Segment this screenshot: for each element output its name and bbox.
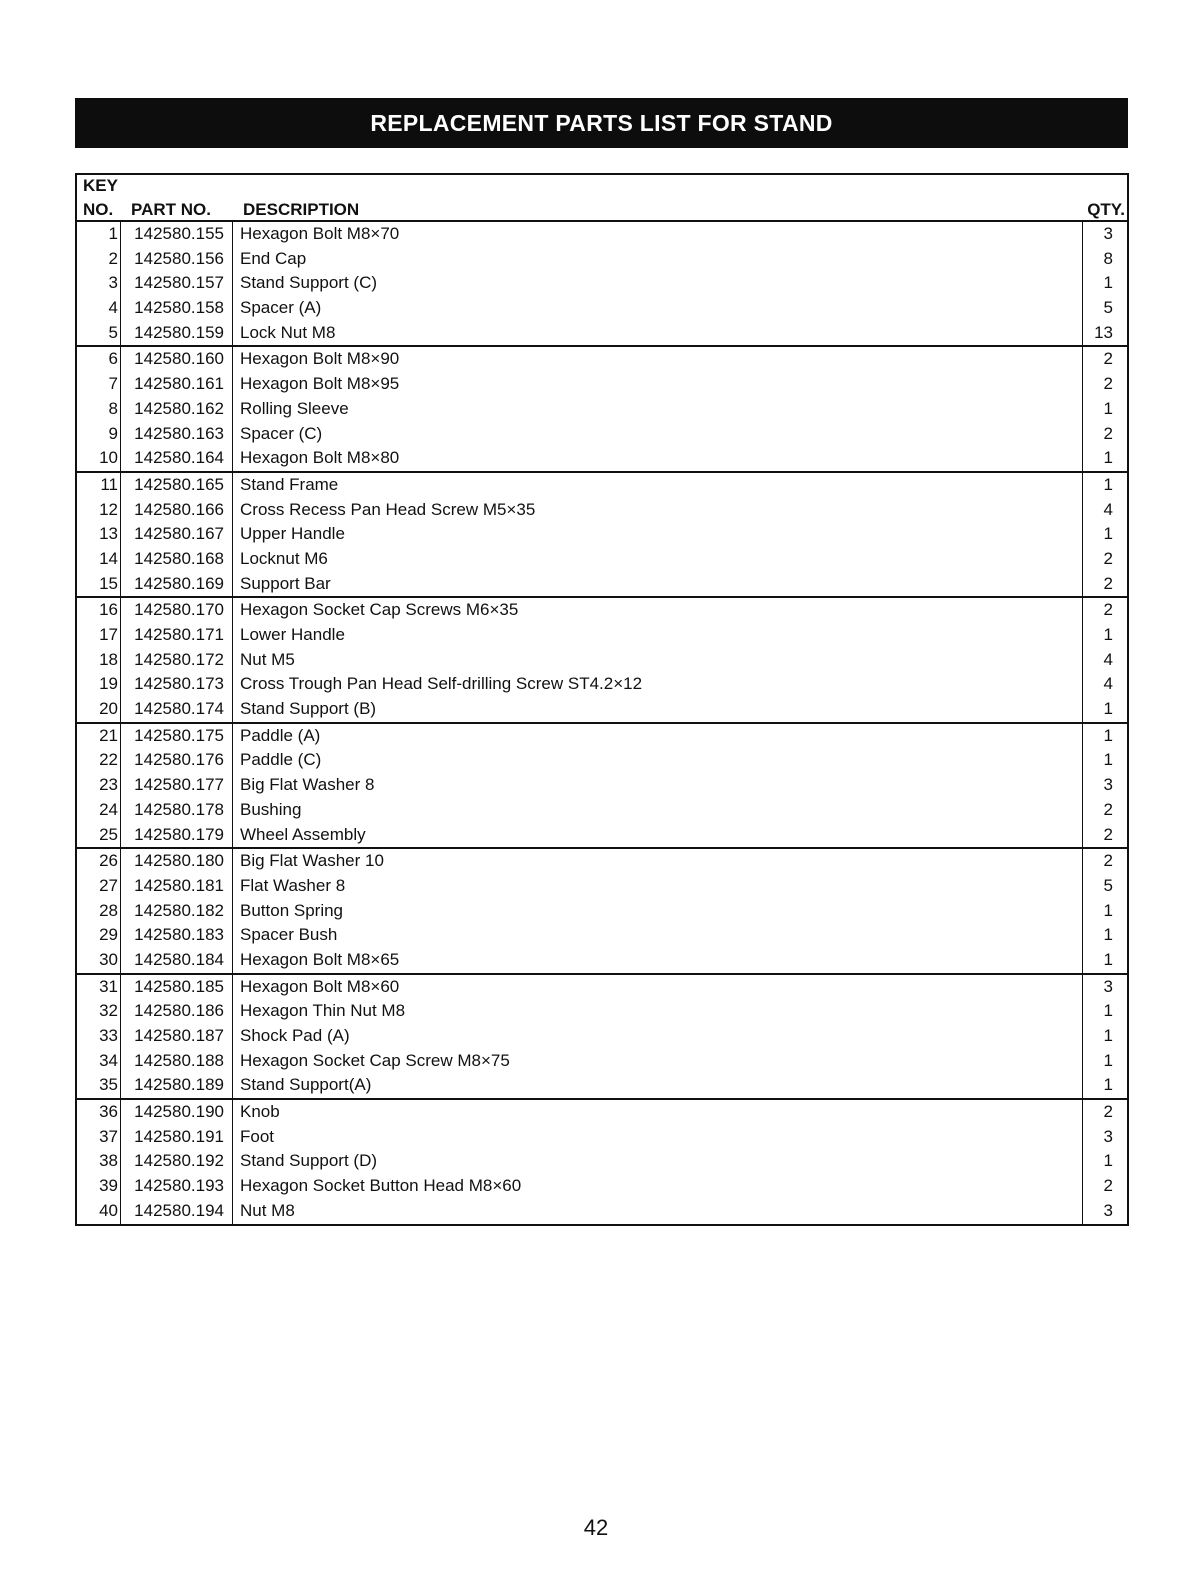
description-cell: Hexagon Socket Cap Screw M8×75 [233, 1049, 1083, 1074]
header-no: NO. [83, 200, 114, 219]
key-no-cell: 26 [77, 849, 121, 874]
description-cell: Stand Support (D) [233, 1149, 1083, 1174]
table-row [77, 724, 1127, 749]
part-no-cell: 142580.187 [121, 1024, 233, 1049]
key-no-cell: 29 [77, 923, 121, 948]
part-no-cell: 142580.180 [121, 849, 233, 874]
part-no-cell: 142580.156 [121, 247, 233, 272]
part-no-cell: 142580.183 [121, 923, 233, 948]
key-no-cell: 7 [77, 372, 121, 397]
description-cell: Stand Support(A) [233, 1073, 1083, 1098]
qty-cell: 3 [1103, 1200, 1113, 1220]
key-no-cell: 8 [77, 397, 121, 422]
key-no-cell: 24 [77, 798, 121, 823]
key-no-cell: 4 [77, 296, 121, 321]
key-no-cell: 36 [77, 1100, 121, 1125]
qty-cell: 1 [1103, 1050, 1113, 1070]
key-no-cell: 12 [77, 498, 121, 523]
table-row [77, 1199, 1127, 1224]
key-no-cell: 37 [77, 1125, 121, 1150]
key-no-cell: 27 [77, 874, 121, 899]
table-header [77, 175, 1127, 222]
key-no-cell: 17 [77, 623, 121, 648]
key-no-cell: 9 [77, 422, 121, 447]
qty-cell: 4 [1103, 674, 1113, 694]
table-row [77, 473, 1127, 498]
key-no-cell: 35 [77, 1073, 121, 1098]
key-no-cell: 23 [77, 773, 121, 798]
table-body [77, 222, 1127, 1224]
key-no-cell: 18 [77, 648, 121, 673]
table-row [77, 321, 1127, 348]
qty-cell: 1 [1103, 448, 1113, 468]
description-cell: Locknut M6 [233, 547, 1083, 572]
qty-cell: 1 [1103, 900, 1113, 920]
key-no-cell: 3 [77, 271, 121, 296]
qty-cell: 1 [1103, 1151, 1113, 1171]
table-row [77, 1174, 1127, 1199]
table-row [77, 748, 1127, 773]
description-cell: Hexagon Thin Nut M8 [233, 999, 1083, 1024]
qty-cell: 4 [1103, 649, 1113, 669]
description-cell: Hexagon Bolt M8×95 [233, 372, 1083, 397]
table-row [77, 422, 1127, 447]
qty-cell: 2 [1103, 1176, 1113, 1196]
qty-cell: 1 [1103, 625, 1113, 644]
qty-cell: 1 [1103, 1026, 1113, 1045]
qty-cell: 1 [1103, 925, 1113, 945]
part-no-cell: 142580.174 [121, 697, 233, 722]
description-cell: Hexagon Bolt M8×80 [233, 446, 1083, 471]
part-no-cell: 142580.188 [121, 1049, 233, 1074]
part-no-cell: 142580.186 [121, 999, 233, 1024]
qty-cell: 1 [1103, 273, 1113, 293]
part-no-cell: 142580.173 [121, 672, 233, 697]
part-no-cell: 142580.176 [121, 748, 233, 773]
key-no-cell: 39 [77, 1174, 121, 1199]
key-no-cell: 1 [77, 222, 121, 247]
description-cell: Hexagon Socket Button Head M8×60 [233, 1174, 1083, 1199]
part-no-cell: 142580.159 [121, 321, 233, 346]
qty-cell: 2 [1103, 548, 1113, 568]
description-cell: Flat Washer 8 [233, 874, 1083, 899]
description-cell: Bushing [233, 798, 1083, 823]
qty-cell: 3 [1103, 976, 1113, 996]
qty-cell: 2 [1103, 349, 1113, 369]
qty-cell: 2 [1103, 573, 1113, 593]
key-no-cell: 32 [77, 999, 121, 1024]
key-no-cell: 38 [77, 1149, 121, 1174]
table-row [77, 672, 1127, 697]
description-cell: Cross Recess Pan Head Screw M5×35 [233, 498, 1083, 523]
table-row [77, 522, 1127, 547]
key-no-cell: 34 [77, 1049, 121, 1074]
part-no-cell: 142580.192 [121, 1149, 233, 1174]
table-row [77, 623, 1127, 648]
part-no-cell: 142580.164 [121, 446, 233, 471]
description-cell: Hexagon Bolt M8×65 [233, 948, 1083, 973]
table-row [77, 572, 1127, 599]
qty-cell: 1 [1103, 474, 1113, 494]
page-title: REPLACEMENT PARTS LIST FOR STAND [370, 109, 833, 136]
key-no-cell: 5 [77, 321, 121, 346]
qty-cell: 1 [1103, 524, 1113, 544]
part-no-cell: 142580.184 [121, 948, 233, 973]
part-no-cell: 142580.189 [121, 1073, 233, 1098]
qty-cell: 1 [1103, 1001, 1113, 1021]
table-row [77, 271, 1127, 296]
key-no-cell: 11 [77, 473, 121, 498]
table-row [77, 823, 1127, 850]
qty-cell: 5 [1103, 298, 1113, 318]
qty-cell: 2 [1103, 600, 1113, 620]
table-row [77, 773, 1127, 798]
description-cell: Knob [233, 1100, 1083, 1125]
description-cell: Spacer (C) [233, 422, 1083, 447]
table-row [77, 296, 1127, 321]
key-no-cell: 33 [77, 1024, 121, 1049]
table-row [77, 999, 1127, 1024]
header-part-no: PART NO. [131, 200, 211, 219]
table-row [77, 1125, 1127, 1150]
part-no-cell: 142580.181 [121, 874, 233, 899]
description-cell: Nut M5 [233, 648, 1083, 673]
part-no-cell: 142580.191 [121, 1125, 233, 1150]
qty-cell: 8 [1103, 248, 1113, 268]
part-no-cell: 142580.168 [121, 547, 233, 572]
description-cell: Button Spring [233, 899, 1083, 924]
description-cell: Hexagon Socket Cap Screws M6×35 [233, 598, 1083, 623]
description-cell: Stand Support (C) [233, 271, 1083, 296]
description-cell: Stand Frame [233, 473, 1083, 498]
qty-cell: 1 [1103, 398, 1113, 418]
description-cell: Cross Trough Pan Head Self-drilling Screw ST4.2×12 [233, 672, 1083, 697]
description-cell: Wheel Assembly [233, 823, 1083, 848]
key-no-cell: 15 [77, 572, 121, 597]
part-no-cell: 142580.162 [121, 397, 233, 422]
part-no-cell: 142580.163 [121, 422, 233, 447]
description-cell: Spacer Bush [233, 923, 1083, 948]
table-row [77, 648, 1127, 673]
description-cell: Spacer (A) [233, 296, 1083, 321]
qty-cell: 2 [1103, 374, 1113, 394]
part-no-cell: 142580.165 [121, 473, 233, 498]
key-no-cell: 20 [77, 697, 121, 722]
description-cell: Support Bar [233, 572, 1083, 597]
qty-cell: 2 [1103, 1102, 1113, 1122]
table-row [77, 397, 1127, 422]
key-no-cell: 16 [77, 598, 121, 623]
header-qty: QTY. [1087, 200, 1125, 219]
description-cell: Hexagon Bolt M8×90 [233, 347, 1083, 372]
part-no-cell: 142580.171 [121, 623, 233, 648]
table-row [77, 598, 1127, 623]
qty-cell: 1 [1103, 949, 1113, 969]
description-cell: Paddle (C) [233, 748, 1083, 773]
title-banner [75, 98, 1128, 148]
part-no-cell: 142580.169 [121, 572, 233, 597]
table-row [77, 1100, 1127, 1125]
table-row [77, 1024, 1127, 1049]
table-row [77, 697, 1127, 724]
description-cell: Lower Handle [233, 623, 1083, 648]
table-row [77, 498, 1127, 523]
part-no-cell: 142580.160 [121, 347, 233, 372]
part-no-cell: 142580.178 [121, 798, 233, 823]
description-cell: Big Flat Washer 10 [233, 849, 1083, 874]
key-no-cell: 19 [77, 672, 121, 697]
description-cell: End Cap [233, 247, 1083, 272]
qty-cell: 3 [1103, 775, 1113, 795]
key-no-cell: 13 [77, 522, 121, 547]
part-no-cell: 142580.175 [121, 724, 233, 749]
qty-cell: 4 [1103, 499, 1113, 519]
table-row [77, 975, 1127, 1000]
parts-table [75, 173, 1129, 1226]
description-cell: Nut M8 [233, 1199, 1083, 1224]
key-no-cell: 2 [77, 247, 121, 272]
key-no-cell: 40 [77, 1199, 121, 1224]
qty-cell: 1 [1103, 725, 1113, 745]
table-row [77, 798, 1127, 823]
qty-cell: 2 [1103, 824, 1113, 844]
part-no-cell: 142580.157 [121, 271, 233, 296]
description-cell: Paddle (A) [233, 724, 1083, 749]
part-no-cell: 142580.182 [121, 899, 233, 924]
key-no-cell: 30 [77, 948, 121, 973]
description-cell: Lock Nut M8 [233, 321, 1083, 346]
table-row [77, 446, 1127, 473]
part-no-cell: 142580.179 [121, 823, 233, 848]
qty-cell: 5 [1103, 875, 1113, 895]
qty-cell: 2 [1103, 423, 1113, 443]
key-no-cell: 22 [77, 748, 121, 773]
qty-cell: 1 [1103, 1075, 1113, 1095]
qty-cell: 3 [1103, 224, 1113, 243]
header-key: KEY [83, 176, 118, 195]
description-cell: Foot [233, 1125, 1083, 1150]
table-row [77, 1149, 1127, 1174]
part-no-cell: 142580.193 [121, 1174, 233, 1199]
part-no-cell: 142580.155 [121, 222, 233, 247]
table-row [77, 874, 1127, 899]
table-row [77, 899, 1127, 924]
table-row [77, 372, 1127, 397]
table-row [77, 247, 1127, 272]
table-row [77, 923, 1127, 948]
description-cell: Rolling Sleeve [233, 397, 1083, 422]
description-cell: Stand Support (B) [233, 697, 1083, 722]
key-no-cell: 10 [77, 446, 121, 471]
part-no-cell: 142580.167 [121, 522, 233, 547]
qty-cell: 3 [1103, 1126, 1113, 1146]
part-no-cell: 142580.166 [121, 498, 233, 523]
description-cell: Shock Pad (A) [233, 1024, 1083, 1049]
key-no-cell: 21 [77, 724, 121, 749]
part-no-cell: 142580.177 [121, 773, 233, 798]
qty-cell: 2 [1103, 799, 1113, 819]
part-no-cell: 142580.161 [121, 372, 233, 397]
key-no-cell: 14 [77, 547, 121, 572]
description-cell: Hexagon Bolt M8×70 [233, 222, 1083, 247]
key-no-cell: 31 [77, 975, 121, 1000]
table-row [77, 1073, 1127, 1100]
part-no-cell: 142580.185 [121, 975, 233, 1000]
key-no-cell: 6 [77, 347, 121, 372]
description-cell: Big Flat Washer 8 [233, 773, 1083, 798]
qty-cell: 1 [1103, 750, 1113, 770]
part-no-cell: 142580.190 [121, 1100, 233, 1125]
qty-cell: 13 [1094, 322, 1113, 342]
header-description: DESCRIPTION [243, 200, 360, 219]
table-row [77, 347, 1127, 372]
part-no-cell: 142580.170 [121, 598, 233, 623]
table-row [77, 547, 1127, 572]
part-no-cell: 142580.172 [121, 648, 233, 673]
page-number: 42 [583, 1515, 609, 1540]
table-row [77, 849, 1127, 874]
description-cell: Hexagon Bolt M8×60 [233, 975, 1083, 1000]
part-no-cell: 142580.194 [121, 1199, 233, 1224]
table-row [77, 222, 1127, 247]
key-no-cell: 28 [77, 899, 121, 924]
qty-cell: 2 [1103, 851, 1113, 871]
table-row [77, 1049, 1127, 1074]
description-cell: Upper Handle [233, 522, 1083, 547]
part-no-cell: 142580.158 [121, 296, 233, 321]
key-no-cell: 25 [77, 823, 121, 848]
table-row [77, 948, 1127, 975]
qty-cell: 1 [1103, 699, 1113, 719]
